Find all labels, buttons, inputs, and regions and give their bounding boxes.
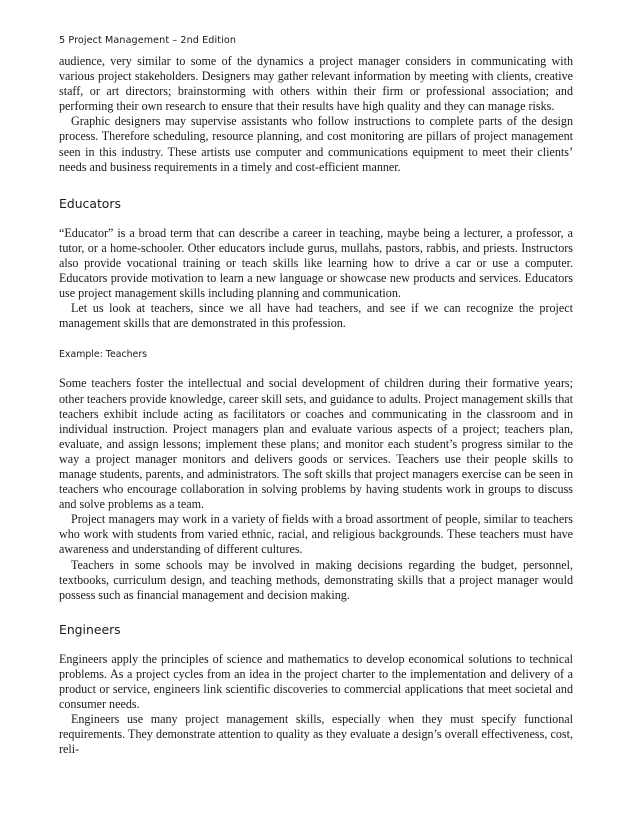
page xyxy=(59,34,573,757)
paragraph-teachers-2: Project managers may work in a variety of fields with a broad assortment of people, similar to teachers who work with students from varied ethnic, racial, and religious backgrounds. These teachers must have awareness and understanding of different cultures. xyxy=(59,512,573,557)
paragraph-educators-2: Let us look at teachers, since we all have had teachers, and see if we can recognize the project management skills that are demonstrated in this profession. xyxy=(59,301,573,331)
section-heading-engineers: Engineers xyxy=(59,621,121,637)
paragraph-engineers-1: Engineers apply the principles of science and mathematics to develop economical solutions to technical problems. As a project cycles from an idea in the project charter to the implementation and delivery of a product or service, engineers link scientific discoveries to commercial applications that meet societal and consumer needs. xyxy=(59,651,573,712)
paragraph-teachers-3: Teachers in some schools may be involved in making decisions regarding the budget, personnel, textbooks, curriculum design, and teaching methods, demonstrating skills that a project manager would possess such as financial management and decision making. xyxy=(59,557,573,602)
subsection-heading-example-teachers: Example: Teachers xyxy=(59,349,148,361)
paragraph-intro-2: Graphic designers may supervise assistants who follow instructions to complete parts of the design process. Therefore scheduling, resource planning, and cost monitoring are pillars of project management seen in this industry. These artists use computer and communications equipment to meet their clients’ needs and business requirements in a timely and cost-efficient manner. xyxy=(59,114,573,174)
paragraph-engineers-2: Engineers use many project management skills, especially when they must specify functional requirements. They demonstrate attention to quality as they evaluate a design’s overall effectiveness, cost, reli- xyxy=(59,712,573,757)
running-header: 5 Project Management – 2nd Edition xyxy=(59,35,237,46)
paragraph-intro-1: audience, very similar to some of the dynamics a project manager considers in communicating with various project stakeholders. Designers may gather relevant information by meeting with clients, creative staff, or art directors; brainstorming with others within their firm or professional association; and performing their own research to ensure that their results have high quality and they can manage risks. xyxy=(59,54,573,114)
paragraph-teachers-1: Some teachers foster the intellectual and social development of children during their formative years; other teachers provide knowledge, career skill sets, and guidance to adults. Project management skills that teachers exhibit include acting as facilitators or coaches and communicating in the classroom and in individual instruction. Project managers plan and evaluate various aspects of a project; teachers plan, evaluate, and assign lessons; implement these plans; and monitor each student’s progress similar to the way a project manager monitors and delivers goods or services. Teachers use their people skills to manage students, parents, and administrators. The soft skills that project managers exercise can be seen in teachers who encourage collaboration in solving problems by having students work in groups to discuss and solve problems as a team. xyxy=(59,376,573,512)
paragraph-educators-1: “Educator” is a broad term that can describe a career in teaching, maybe being a lecturer, a professor, a tutor, or a home-schooler. Other educators include gurus, mullahs, pastors, rabbis, and priests. Instructors also provide vocational training or teach skills like learning how to drive a car or use a computer. Educators provide motivation to learn a new language or showcase new products and services. Educators use project management skills including planning and communication. xyxy=(59,225,573,301)
section-heading-educators: Educators xyxy=(59,195,121,211)
